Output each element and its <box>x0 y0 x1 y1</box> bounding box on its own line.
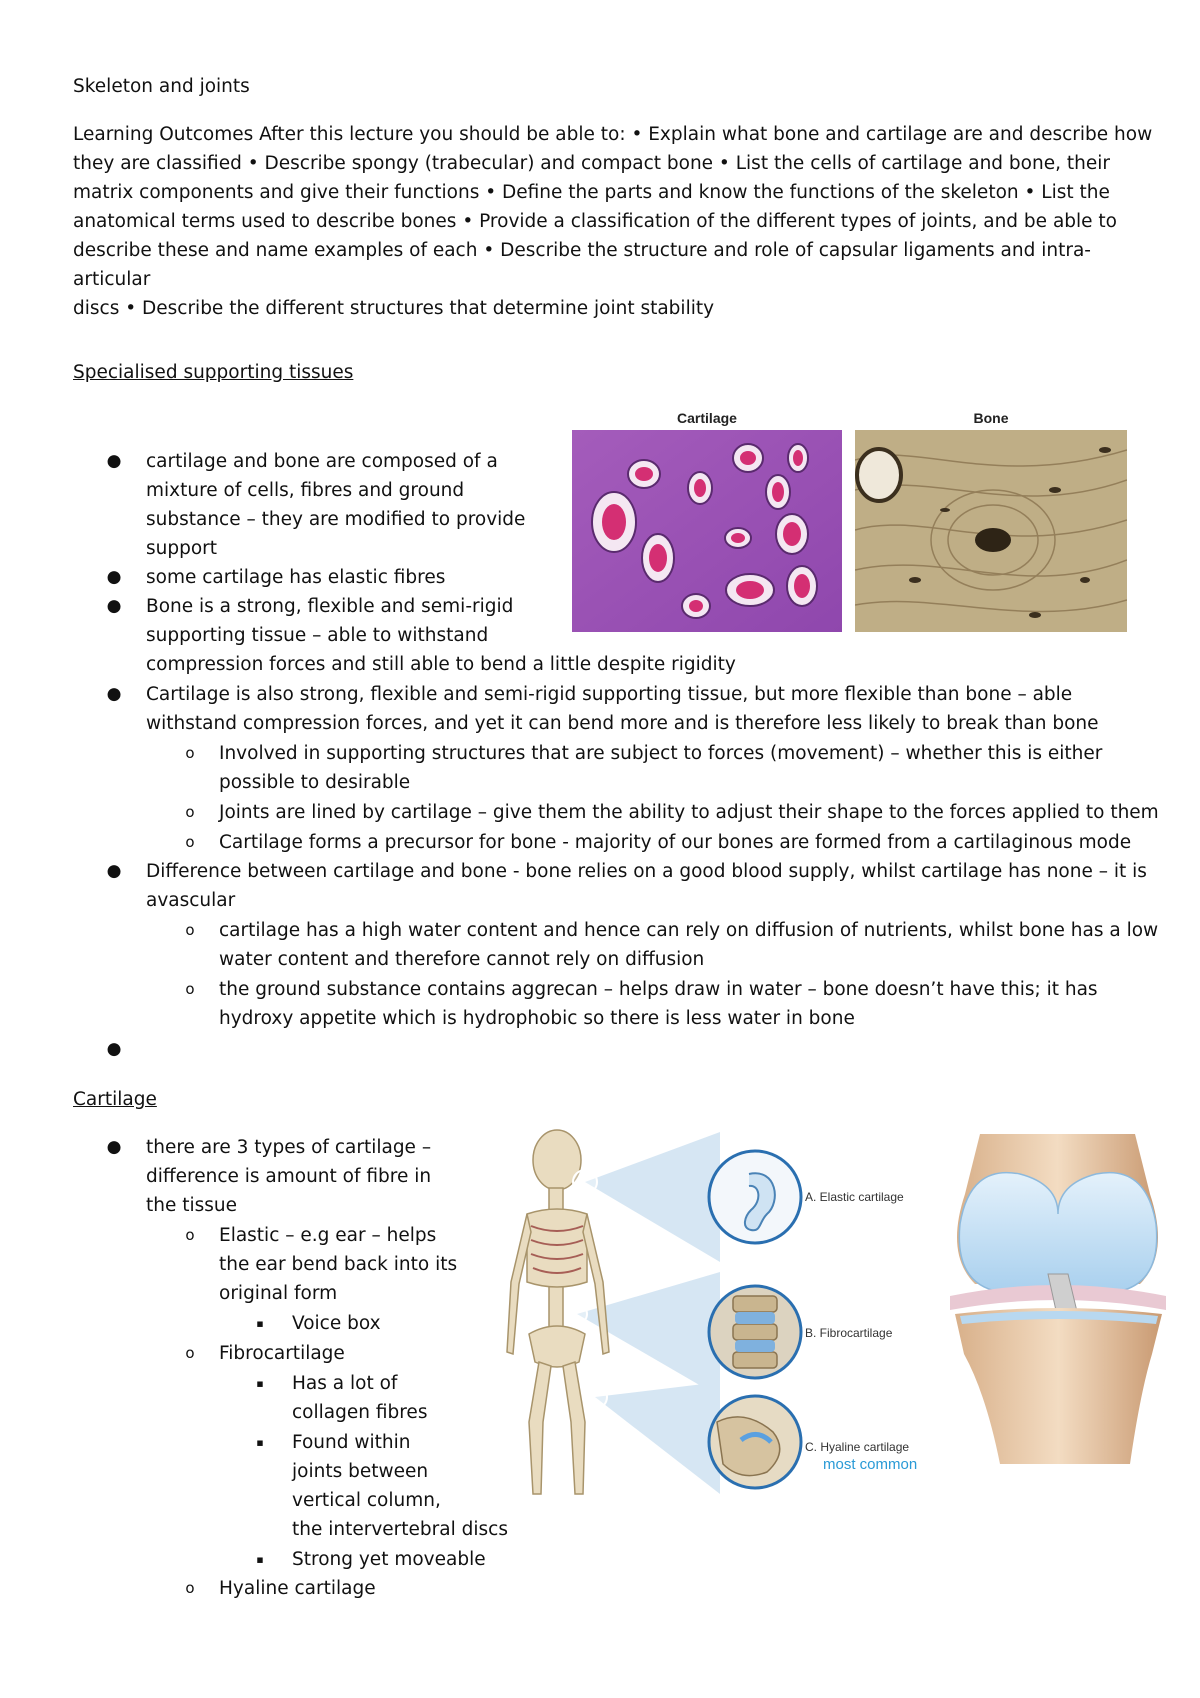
bullet-circle: o <box>185 1226 195 1244</box>
label-most-common: most common <box>823 1456 918 1473</box>
list-item: Difference between cartilage and bone - bone relies on a good blood supply, whilst cartilage has none – it is <box>146 861 1147 882</box>
list-item: Has a lot of <box>292 1373 398 1394</box>
intro-line: discs • Describe the different structures that determine joint stability <box>73 298 715 319</box>
list-item: substance – they are modified to provide <box>146 509 526 530</box>
section-heading-supporting-tissues: Specialised supporting tissues <box>73 362 354 383</box>
list-item: Elastic – e.g ear – helps <box>219 1225 437 1246</box>
knee-joint-illustration <box>940 1134 1175 1464</box>
list-item: Bone is a strong, flexible and semi-rigid <box>146 596 514 617</box>
learning-outcomes <box>73 120 1153 323</box>
list-item: Cartilage forms a precursor for bone - majority of our bones are formed from a cartilaginous mode <box>219 832 1132 853</box>
list-item: the tissue <box>146 1195 238 1216</box>
bullet-circle: o <box>185 980 195 998</box>
bullet-disc: ● <box>106 1039 122 1059</box>
list-item: support <box>146 538 218 559</box>
list-item: vertical column, <box>292 1490 441 1511</box>
list-item: collagen fibres <box>292 1402 428 1423</box>
list-item: joints between <box>292 1461 429 1482</box>
bone-micrograph <box>855 430 1127 632</box>
intro-line: matrix components and give their functions • Define the parts and know the functions of the skeleton • List the <box>73 182 1110 203</box>
intro-line: describe these and name examples of each • Describe the structure and role of capsular ligaments and intra-articular <box>73 240 1091 290</box>
intro-line: Learning Outcomes After this lecture you should be able to: • Explain what bone and cartilage are and describe how <box>73 124 1153 145</box>
bullet-square: ▪ <box>256 1377 264 1390</box>
list-item: the intervertebral discs <box>292 1519 508 1540</box>
list-item: Found within <box>292 1432 411 1453</box>
bullet-disc: ● <box>106 1137 122 1157</box>
list-item: cartilage has a high water content and hence can rely on diffusion of nutrients, whilst bone has a low <box>219 920 1159 941</box>
list-item: there are 3 types of cartilage – <box>146 1137 432 1158</box>
list-item: avascular <box>146 890 236 911</box>
page-title: Skeleton and joints <box>73 76 250 97</box>
list-item: water content and therefore cannot rely on diffusion <box>219 949 705 970</box>
figure-label-cartilage: Cartilage <box>677 410 737 426</box>
bullet-disc: ● <box>106 684 122 704</box>
list-item: original form <box>219 1283 338 1304</box>
list-item: withstand compression forces, and yet it can bend more and is therefore less likely to break than bone <box>146 713 1099 734</box>
list-item: supporting tissue – able to withstand <box>146 625 489 646</box>
bullet-disc: ● <box>106 596 122 616</box>
bullet-circle: o <box>185 833 195 851</box>
bullet-circle: o <box>185 744 195 762</box>
list-item: mixture of cells, fibres and ground <box>146 480 465 501</box>
intro-line: anatomical terms used to describe bones • Provide a classification of the different types of joints, and be able to <box>73 211 1117 232</box>
bullet-square: ▪ <box>256 1317 264 1330</box>
label-elastic-cartilage: A. Elastic cartilage <box>805 1190 904 1204</box>
list-item: Voice box <box>292 1313 381 1334</box>
list-item: Involved in supporting structures that are subject to forces (movement) – whether this is either <box>219 743 1103 764</box>
list-item: Joints are lined by cartilage – give them the ability to adjust their shape to the forces applied to them <box>219 802 1159 823</box>
list-item: cartilage and bone are composed of a <box>146 451 498 472</box>
figure-label-bone: Bone <box>973 410 1009 426</box>
list-item: Cartilage is also strong, flexible and semi-rigid supporting tissue, but more flexible than bone – able <box>146 684 1073 705</box>
bullet-circle: o <box>185 803 195 821</box>
bullet-circle: o <box>185 1344 195 1362</box>
cartilage-types-figure <box>505 1122 925 1497</box>
list-item: Hyaline cartilage <box>219 1578 376 1599</box>
list-item: possible to desirable <box>219 772 411 793</box>
label-hyaline-cartilage: C. Hyaline cartilage <box>805 1440 910 1454</box>
list-item: difference is amount of fibre in <box>146 1166 432 1187</box>
list-item: some cartilage has elastic fibres <box>146 567 446 588</box>
bullet-circle: o <box>185 1579 195 1597</box>
bullet-square: ▪ <box>256 1553 264 1566</box>
bullet-disc: ● <box>106 861 122 881</box>
bullet-circle: o <box>185 921 195 939</box>
list-item: Fibrocartilage <box>219 1343 345 1364</box>
bullet-disc: ● <box>106 451 122 471</box>
label-fibrocartilage: B. Fibrocartilage <box>805 1326 893 1340</box>
list-item: hydroxy appetite which is hydrophobic so there is less water in bone <box>219 1008 855 1029</box>
list-item: compression forces and still able to bend a little despite rigidity <box>146 654 736 675</box>
cartilage-micrograph <box>572 430 842 632</box>
list-item: the ground substance contains aggrecan – helps draw in water – bone doesn’t have this; it has <box>219 979 1098 1000</box>
section-heading-cartilage: Cartilage <box>73 1089 157 1110</box>
intro-line: they are classified • Describe spongy (trabecular) and compact bone • List the cells of cartilage and bone, their <box>73 153 1110 174</box>
bullet-disc: ● <box>106 567 122 587</box>
bullet-square: ▪ <box>256 1436 264 1449</box>
list-item: the ear bend back into its <box>219 1254 458 1275</box>
list-item: Strong yet moveable <box>292 1549 486 1570</box>
